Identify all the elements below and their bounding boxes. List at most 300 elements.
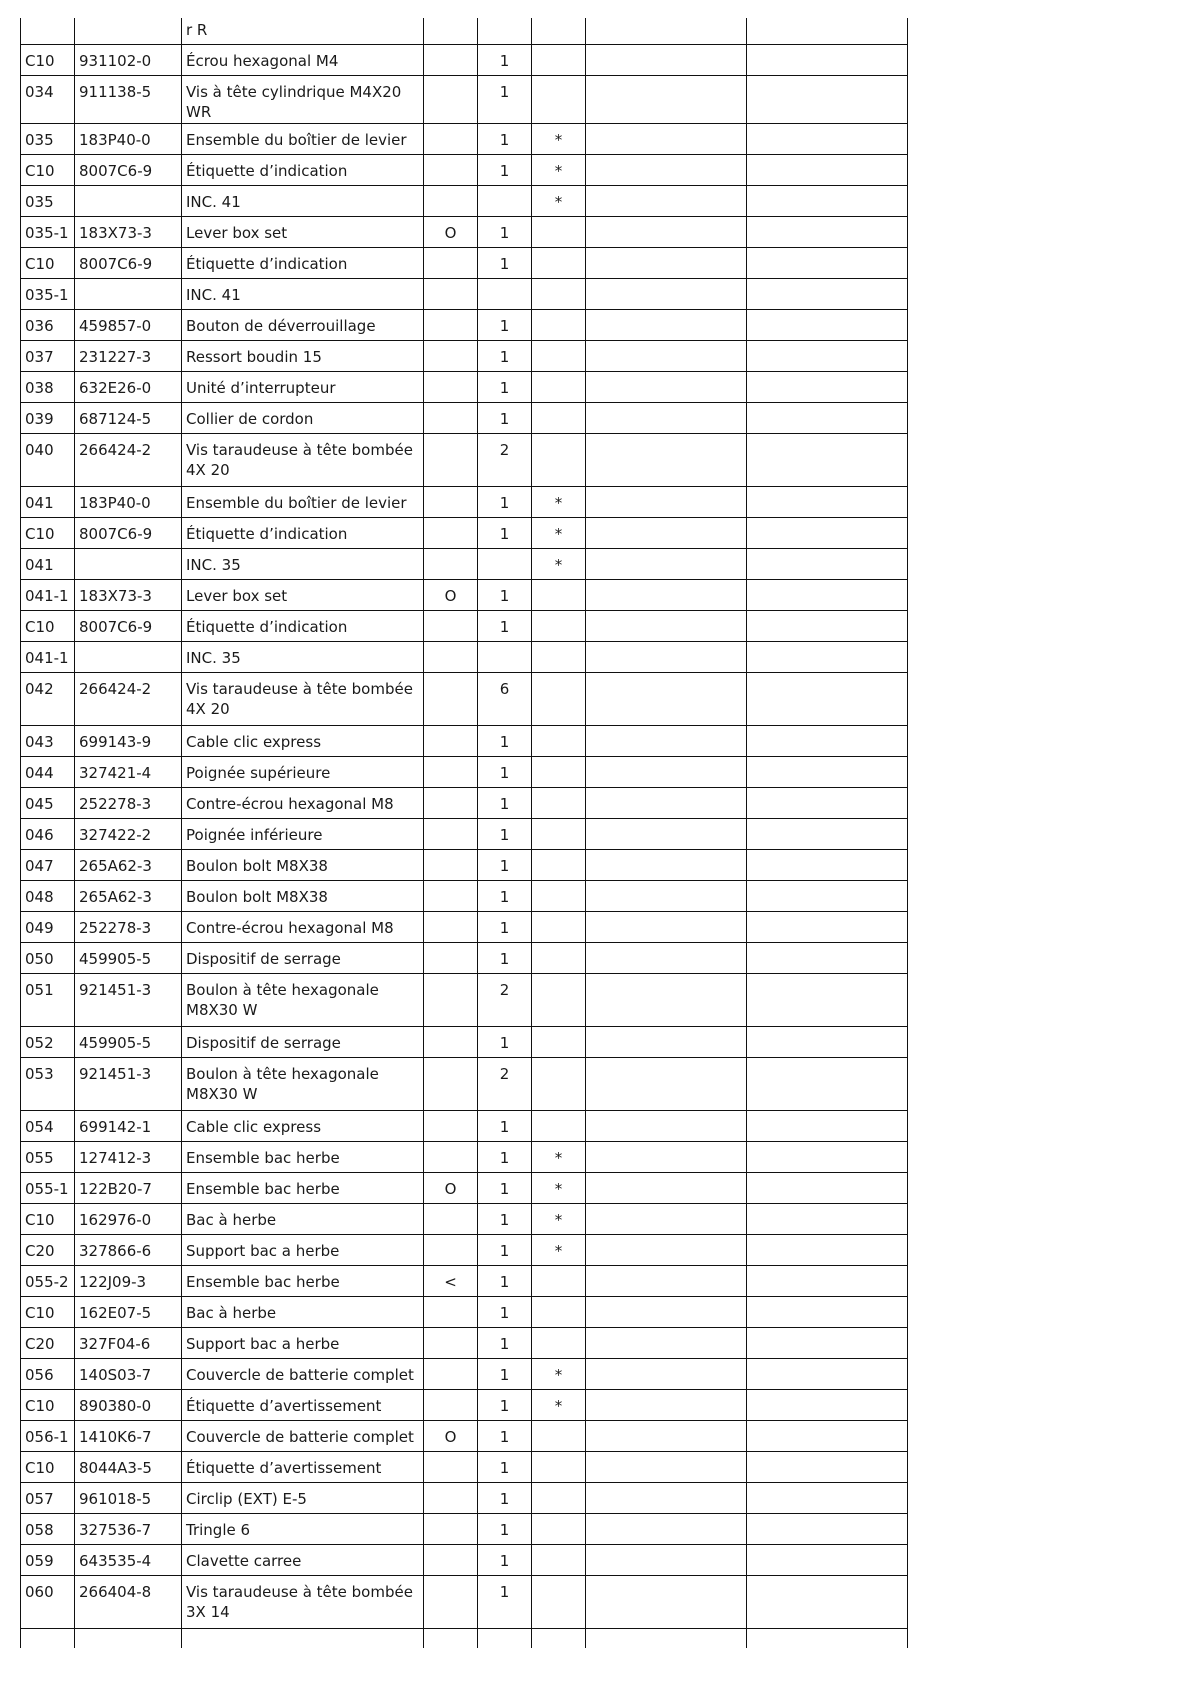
part-no-cell: 8007C6-9 (75, 247, 182, 278)
quantity-cell (478, 278, 532, 309)
description-cell: INC. 41 (182, 185, 424, 216)
extra-cell (747, 641, 908, 672)
description-cell: Couvercle de batterie complet (182, 1420, 424, 1451)
description-cell: Couvercle de batterie complet (182, 1358, 424, 1389)
option-mark-cell (424, 247, 478, 278)
option-mark-cell: O (424, 579, 478, 610)
table-row (21, 1026, 908, 1057)
description-cell: Support bac a herbe (182, 1234, 424, 1265)
option-mark-cell (424, 402, 478, 433)
remarks-cell (586, 486, 747, 517)
note-mark-cell (532, 278, 586, 309)
item-no-cell: 042 (21, 672, 75, 725)
part-no-cell: 632E26-0 (75, 371, 182, 402)
part-no-cell: 8007C6-9 (75, 517, 182, 548)
note-mark-cell (532, 44, 586, 75)
item-no-cell: 035 (21, 185, 75, 216)
option-mark-cell (424, 880, 478, 911)
item-no-cell: 047 (21, 849, 75, 880)
item-no-cell: C10 (21, 1451, 75, 1482)
note-mark-cell (532, 849, 586, 880)
part-no-cell (75, 1628, 182, 1648)
remarks-cell (586, 942, 747, 973)
note-mark-cell (532, 973, 586, 1026)
item-no-cell: C20 (21, 1327, 75, 1358)
option-mark-cell (424, 433, 478, 486)
description-cell: Lever box set (182, 216, 424, 247)
table-row (21, 517, 908, 548)
option-mark-cell (424, 75, 478, 123)
extra-cell (747, 1482, 908, 1513)
description-cell: Unité d’interrupteur (182, 371, 424, 402)
part-no-cell: 140S03-7 (75, 1358, 182, 1389)
extra-cell (747, 1628, 908, 1648)
item-no-cell: C10 (21, 610, 75, 641)
remarks-cell (586, 849, 747, 880)
description-cell: Étiquette d’indication (182, 247, 424, 278)
extra-cell (747, 1389, 908, 1420)
note-mark-cell (532, 1420, 586, 1451)
item-no-cell: 048 (21, 880, 75, 911)
item-no-cell: 049 (21, 911, 75, 942)
quantity-cell: 1 (478, 309, 532, 340)
option-mark-cell (424, 725, 478, 756)
part-no-cell: 327F04-6 (75, 1327, 182, 1358)
option-mark-cell (424, 610, 478, 641)
remarks-cell (586, 1327, 747, 1358)
quantity-cell: 1 (478, 880, 532, 911)
note-mark-cell (532, 340, 586, 371)
table-row (21, 1389, 908, 1420)
description-cell: Étiquette d’avertissement (182, 1389, 424, 1420)
quantity-cell: 1 (478, 942, 532, 973)
quantity-cell: 1 (478, 154, 532, 185)
item-no-cell: 057 (21, 1482, 75, 1513)
remarks-cell (586, 1482, 747, 1513)
remarks-cell (586, 641, 747, 672)
part-no-cell: 687124-5 (75, 402, 182, 433)
part-no-cell (75, 278, 182, 309)
note-mark-cell (532, 1110, 586, 1141)
note-mark-cell (532, 672, 586, 725)
quantity-cell: 1 (478, 787, 532, 818)
note-mark-cell (532, 787, 586, 818)
table-row (21, 756, 908, 787)
remarks-cell (586, 818, 747, 849)
note-mark-cell (532, 309, 586, 340)
note-mark-cell: * (532, 517, 586, 548)
extra-cell (747, 433, 908, 486)
part-no-cell: 122J09-3 (75, 1265, 182, 1296)
description-cell: Étiquette d’indication (182, 517, 424, 548)
quantity-cell: 2 (478, 433, 532, 486)
note-mark-cell (532, 1327, 586, 1358)
item-no-cell: 055-1 (21, 1172, 75, 1203)
extra-cell (747, 1296, 908, 1327)
quantity-cell: 1 (478, 1575, 532, 1628)
part-no-cell: 911138-5 (75, 75, 182, 123)
description-cell: Ensemble du boîtier de levier (182, 123, 424, 154)
note-mark-cell (532, 1544, 586, 1575)
description-cell: INC. 41 (182, 278, 424, 309)
part-no-cell: 252278-3 (75, 911, 182, 942)
part-no-cell: 931102-0 (75, 44, 182, 75)
item-no-cell: 041-1 (21, 641, 75, 672)
extra-cell (747, 18, 908, 44)
extra-cell (747, 1513, 908, 1544)
item-no-cell: 034 (21, 75, 75, 123)
option-mark-cell (424, 787, 478, 818)
note-mark-cell (532, 1628, 586, 1648)
description-cell: Clavette carree (182, 1544, 424, 1575)
table-row (21, 1628, 908, 1648)
item-no-cell: 053 (21, 1057, 75, 1110)
extra-cell (747, 247, 908, 278)
quantity-cell: 1 (478, 1110, 532, 1141)
remarks-cell (586, 787, 747, 818)
quantity-cell: 1 (478, 1172, 532, 1203)
extra-cell (747, 1420, 908, 1451)
option-mark-cell (424, 154, 478, 185)
option-mark-cell (424, 1389, 478, 1420)
part-no-cell: 162976-0 (75, 1203, 182, 1234)
table-row (21, 1203, 908, 1234)
item-no-cell: 054 (21, 1110, 75, 1141)
quantity-cell: 1 (478, 1026, 532, 1057)
remarks-cell (586, 610, 747, 641)
note-mark-cell: * (532, 1234, 586, 1265)
option-mark-cell (424, 942, 478, 973)
description-cell: Lever box set (182, 579, 424, 610)
part-no-cell: 265A62-3 (75, 849, 182, 880)
note-mark-cell (532, 1513, 586, 1544)
note-mark-cell: * (532, 1172, 586, 1203)
extra-cell (747, 911, 908, 942)
remarks-cell (586, 1451, 747, 1482)
option-mark-cell (424, 1141, 478, 1172)
table-row (21, 1296, 908, 1327)
table-row (21, 1544, 908, 1575)
extra-cell (747, 517, 908, 548)
remarks-cell (586, 44, 747, 75)
part-no-cell: 122B20-7 (75, 1172, 182, 1203)
extra-cell (747, 672, 908, 725)
remarks-cell (586, 1141, 747, 1172)
remarks-cell (586, 1544, 747, 1575)
table-row (21, 973, 908, 1026)
part-no-cell: 266424-2 (75, 433, 182, 486)
part-no-cell: 643535-4 (75, 1544, 182, 1575)
option-mark-cell (424, 818, 478, 849)
part-no-cell: 890380-0 (75, 1389, 182, 1420)
part-no-cell: 459905-5 (75, 1026, 182, 1057)
item-no-cell: C20 (21, 1234, 75, 1265)
table-row (21, 725, 908, 756)
remarks-cell (586, 123, 747, 154)
quantity-cell: 1 (478, 1513, 532, 1544)
note-mark-cell (532, 433, 586, 486)
quantity-cell: 1 (478, 1327, 532, 1358)
option-mark-cell (424, 849, 478, 880)
description-cell: Boulon bolt M8X38 (182, 849, 424, 880)
quantity-cell: 1 (478, 1234, 532, 1265)
part-no-cell: 8044A3-5 (75, 1451, 182, 1482)
item-no-cell: 041 (21, 548, 75, 579)
quantity-cell: 1 (478, 1420, 532, 1451)
table-row (21, 787, 908, 818)
part-no-cell: 459857-0 (75, 309, 182, 340)
option-mark-cell (424, 911, 478, 942)
item-no-cell: 056 (21, 1358, 75, 1389)
description-cell: Écrou hexagonal M4 (182, 44, 424, 75)
part-no-cell: 327422-2 (75, 818, 182, 849)
option-mark-cell (424, 1296, 478, 1327)
option-mark-cell (424, 1575, 478, 1628)
table-row (21, 340, 908, 371)
note-mark-cell (532, 371, 586, 402)
description-cell: Étiquette d’indication (182, 154, 424, 185)
remarks-cell (586, 154, 747, 185)
item-no-cell: 060 (21, 1575, 75, 1628)
extra-cell (747, 1203, 908, 1234)
quantity-cell: 1 (478, 1544, 532, 1575)
item-no-cell: 035-1 (21, 216, 75, 247)
note-mark-cell (532, 610, 586, 641)
quantity-cell: 1 (478, 725, 532, 756)
item-no-cell: 044 (21, 756, 75, 787)
remarks-cell (586, 579, 747, 610)
table-row (21, 548, 908, 579)
description-cell: Boulon à tête hexagonale M8X30 W (182, 1057, 424, 1110)
part-no-cell: 265A62-3 (75, 880, 182, 911)
table-row (21, 911, 908, 942)
part-no-cell: 921451-3 (75, 1057, 182, 1110)
option-mark-cell (424, 641, 478, 672)
description-cell: Contre-écrou hexagonal M8 (182, 787, 424, 818)
extra-cell (747, 973, 908, 1026)
description-cell: INC. 35 (182, 548, 424, 579)
remarks-cell (586, 973, 747, 1026)
option-mark-cell (424, 1358, 478, 1389)
extra-cell (747, 185, 908, 216)
extra-cell (747, 1141, 908, 1172)
description-cell: Étiquette d’indication (182, 610, 424, 641)
note-mark-cell: * (532, 1141, 586, 1172)
remarks-cell (586, 1296, 747, 1327)
description-cell: Vis à tête cylindrique M4X20 WR (182, 75, 424, 123)
extra-cell (747, 278, 908, 309)
item-no-cell: 039 (21, 402, 75, 433)
quantity-cell: 1 (478, 517, 532, 548)
part-no-cell: 183X73-3 (75, 216, 182, 247)
note-mark-cell (532, 18, 586, 44)
description-cell: Boulon à tête hexagonale M8X30 W (182, 973, 424, 1026)
option-mark-cell (424, 1026, 478, 1057)
item-no-cell: 041 (21, 486, 75, 517)
option-mark-cell (424, 973, 478, 1026)
option-mark-cell (424, 1057, 478, 1110)
part-no-cell: 699142-1 (75, 1110, 182, 1141)
option-mark-cell (424, 1544, 478, 1575)
extra-cell (747, 1265, 908, 1296)
description-cell: Boulon bolt M8X38 (182, 880, 424, 911)
remarks-cell (586, 216, 747, 247)
item-no-cell: C10 (21, 1296, 75, 1327)
remarks-cell (586, 756, 747, 787)
option-mark-cell (424, 1327, 478, 1358)
part-no-cell: 231227-3 (75, 340, 182, 371)
quantity-cell: 1 (478, 1389, 532, 1420)
option-mark-cell (424, 1234, 478, 1265)
extra-cell (747, 216, 908, 247)
extra-cell (747, 154, 908, 185)
part-no-cell: 162E07-5 (75, 1296, 182, 1327)
part-no-cell: 8007C6-9 (75, 154, 182, 185)
quantity-cell: 1 (478, 1265, 532, 1296)
item-no-cell: C10 (21, 154, 75, 185)
extra-cell (747, 1575, 908, 1628)
extra-cell (747, 1327, 908, 1358)
extra-cell (747, 1544, 908, 1575)
remarks-cell (586, 1420, 747, 1451)
remarks-cell (586, 1203, 747, 1234)
extra-cell (747, 610, 908, 641)
item-no-cell: 050 (21, 942, 75, 973)
extra-cell (747, 44, 908, 75)
note-mark-cell (532, 1265, 586, 1296)
note-mark-cell (532, 1026, 586, 1057)
description-cell: Vis taraudeuse à tête bombée 4X 20 (182, 672, 424, 725)
extra-cell (747, 123, 908, 154)
description-cell: r R (182, 18, 424, 44)
description-cell: Ensemble bac herbe (182, 1141, 424, 1172)
description-cell: Collier de cordon (182, 402, 424, 433)
table-row (21, 154, 908, 185)
part-no-cell: 961018-5 (75, 1482, 182, 1513)
table-row (21, 942, 908, 973)
table-row (21, 185, 908, 216)
description-cell: Tringle 6 (182, 1513, 424, 1544)
table-row (21, 641, 908, 672)
description-cell: Circlip (EXT) E-5 (182, 1482, 424, 1513)
remarks-cell (586, 433, 747, 486)
quantity-cell: 1 (478, 123, 532, 154)
item-no-cell: C10 (21, 1389, 75, 1420)
note-mark-cell (532, 1482, 586, 1513)
note-mark-cell (532, 75, 586, 123)
remarks-cell (586, 1358, 747, 1389)
option-mark-cell (424, 1110, 478, 1141)
quantity-cell (478, 641, 532, 672)
option-mark-cell (424, 44, 478, 75)
remarks-cell (586, 1026, 747, 1057)
extra-cell (747, 1172, 908, 1203)
description-cell: Étiquette d’avertissement (182, 1451, 424, 1482)
table-row (21, 123, 908, 154)
description-cell: Poignée inférieure (182, 818, 424, 849)
note-mark-cell: * (532, 185, 586, 216)
remarks-cell (586, 1628, 747, 1648)
option-mark-cell (424, 1451, 478, 1482)
item-no-cell: C10 (21, 517, 75, 548)
item-no-cell: 052 (21, 1026, 75, 1057)
remarks-cell (586, 1234, 747, 1265)
note-mark-cell (532, 1451, 586, 1482)
item-no-cell: 059 (21, 1544, 75, 1575)
extra-cell (747, 548, 908, 579)
part-no-cell (75, 185, 182, 216)
option-mark-cell: O (424, 1172, 478, 1203)
quantity-cell: 1 (478, 402, 532, 433)
remarks-cell (586, 402, 747, 433)
item-no-cell: 035-1 (21, 278, 75, 309)
table-row (21, 818, 908, 849)
remarks-cell (586, 672, 747, 725)
option-mark-cell: < (424, 1265, 478, 1296)
table-row (21, 278, 908, 309)
table-row (21, 1420, 908, 1451)
part-no-cell (75, 548, 182, 579)
description-cell: Cable clic express (182, 1110, 424, 1141)
note-mark-cell: * (532, 1389, 586, 1420)
extra-cell (747, 1057, 908, 1110)
note-mark-cell (532, 756, 586, 787)
note-mark-cell (532, 247, 586, 278)
parts-list-body (21, 18, 908, 1648)
option-mark-cell (424, 123, 478, 154)
quantity-cell: 1 (478, 1358, 532, 1389)
note-mark-cell: * (532, 1203, 586, 1234)
option-mark-cell (424, 309, 478, 340)
extra-cell (747, 579, 908, 610)
table-row (21, 402, 908, 433)
extra-cell (747, 402, 908, 433)
extra-cell (747, 340, 908, 371)
option-mark-cell (424, 517, 478, 548)
description-cell: Ressort boudin 15 (182, 340, 424, 371)
table-row (21, 1451, 908, 1482)
extra-cell (747, 309, 908, 340)
quantity-cell (478, 548, 532, 579)
remarks-cell (586, 1110, 747, 1141)
note-mark-cell (532, 1575, 586, 1628)
option-mark-cell (424, 1482, 478, 1513)
table-row (21, 75, 908, 123)
description-cell: Bac à herbe (182, 1203, 424, 1234)
quantity-cell: 1 (478, 44, 532, 75)
quantity-cell (478, 1628, 532, 1648)
part-no-cell (75, 18, 182, 44)
table-row (21, 1234, 908, 1265)
remarks-cell (586, 371, 747, 402)
remarks-cell (586, 880, 747, 911)
quantity-cell: 2 (478, 1057, 532, 1110)
option-mark-cell (424, 371, 478, 402)
note-mark-cell (532, 880, 586, 911)
remarks-cell (586, 340, 747, 371)
part-no-cell: 327421-4 (75, 756, 182, 787)
description-cell: Dispositif de serrage (182, 942, 424, 973)
option-mark-cell (424, 672, 478, 725)
remarks-cell (586, 548, 747, 579)
remarks-cell (586, 1265, 747, 1296)
description-cell: Cable clic express (182, 725, 424, 756)
table-row (21, 433, 908, 486)
extra-cell (747, 849, 908, 880)
table-row (21, 672, 908, 725)
extra-cell (747, 1451, 908, 1482)
table-row (21, 1575, 908, 1628)
